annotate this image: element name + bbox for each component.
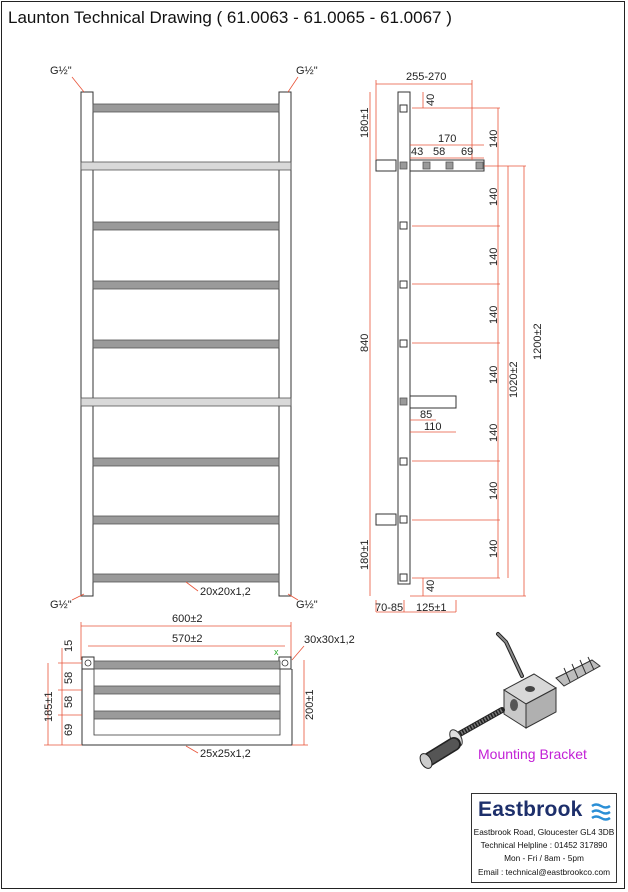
company-logo-name: Eastbrook xyxy=(478,798,583,821)
dim-15: 15 xyxy=(63,639,75,652)
company-helpline: Technical Helpline : 01452 317890 xyxy=(480,840,608,850)
dim-840: 840 xyxy=(359,333,371,352)
rail-2-wide xyxy=(81,162,291,170)
dim-180-bottom: 180±1 xyxy=(359,539,371,570)
company-address: Eastbrook Road, Gloucester GL4 3DB xyxy=(473,827,615,837)
company-info-box xyxy=(471,793,617,883)
dim-43: 43 xyxy=(411,146,424,158)
dim-58-a: 58 xyxy=(63,671,75,684)
rail-5 xyxy=(93,340,279,348)
rail-3 xyxy=(93,222,279,230)
marker-x: x xyxy=(274,647,279,657)
bar-size-label: 25x25x1,2 xyxy=(200,748,251,760)
dim-170: 170 xyxy=(438,133,457,145)
dim-140-8: 140 xyxy=(488,539,500,558)
dim-140-4: 140 xyxy=(488,305,500,324)
wall-plug xyxy=(556,657,600,686)
rail-8 xyxy=(93,516,279,524)
dim-140-6: 140 xyxy=(488,423,500,442)
dim-140-2: 140 xyxy=(488,187,500,206)
rail-size-label: 20x20x1,2 xyxy=(200,586,251,598)
rail-4 xyxy=(93,281,279,289)
top-view xyxy=(43,613,355,760)
mid-bracket xyxy=(410,396,456,408)
dim-58: 58 xyxy=(433,146,446,158)
wall-bracket-top xyxy=(376,160,396,171)
dim-140-1: 140 xyxy=(488,129,500,148)
dim-58-b: 58 xyxy=(63,695,75,708)
dim-70-85: 70-85 xyxy=(375,602,404,614)
dim-200: 200±1 xyxy=(304,689,316,720)
wave-logo-icon xyxy=(591,802,611,822)
side-view xyxy=(359,71,544,614)
rail-7 xyxy=(93,458,279,466)
thread-label-bl: G½" xyxy=(50,599,72,611)
dim-140-3: 140 xyxy=(488,247,500,266)
rail-1 xyxy=(93,104,279,112)
thread-label-tr: G½" xyxy=(296,65,318,77)
dim-185: 185±1 xyxy=(43,691,55,722)
bracket-block xyxy=(504,674,556,728)
dim-600: 600±2 xyxy=(172,613,203,625)
spring xyxy=(418,744,454,770)
dim-85: 85 xyxy=(420,409,433,421)
dim-1200: 1200±2 xyxy=(532,323,544,360)
dim-140-5: 140 xyxy=(488,365,500,384)
rail-6-wide xyxy=(81,398,291,406)
company-hours: Mon - Fri / 8am - 5pm xyxy=(504,853,584,863)
drawing-title: Launton Technical Drawing ( 61.0063 - 61.0065 - 61.0067 ) xyxy=(8,8,452,27)
dim-140-7: 140 xyxy=(488,481,500,500)
dim-255-270: 255-270 xyxy=(406,71,447,83)
dim-180-top: 180±1 xyxy=(359,107,371,138)
dim-125: 125±1 xyxy=(416,602,447,614)
dim-69: 69 xyxy=(63,723,75,736)
dim-570: 570±2 xyxy=(172,633,203,645)
thread-label-br: G½" xyxy=(296,599,318,611)
dim-69: 69 xyxy=(461,146,474,158)
dim-40-bottom: 40 xyxy=(425,579,437,592)
dim-40-top: 40 xyxy=(425,93,437,106)
company-email: Email : technical@eastbrookco.com xyxy=(477,867,610,877)
post-size-label: 30x30x1,2 xyxy=(304,634,355,646)
dim-1020: 1020±2 xyxy=(508,361,520,398)
rail-9 xyxy=(93,574,279,582)
dim-110: 110 xyxy=(424,421,442,433)
thread-label-tl: G½" xyxy=(50,65,72,77)
front-view xyxy=(50,65,318,611)
mounting-bracket-label: Mounting Bracket xyxy=(478,746,587,762)
wall-bracket-bottom xyxy=(376,514,396,525)
